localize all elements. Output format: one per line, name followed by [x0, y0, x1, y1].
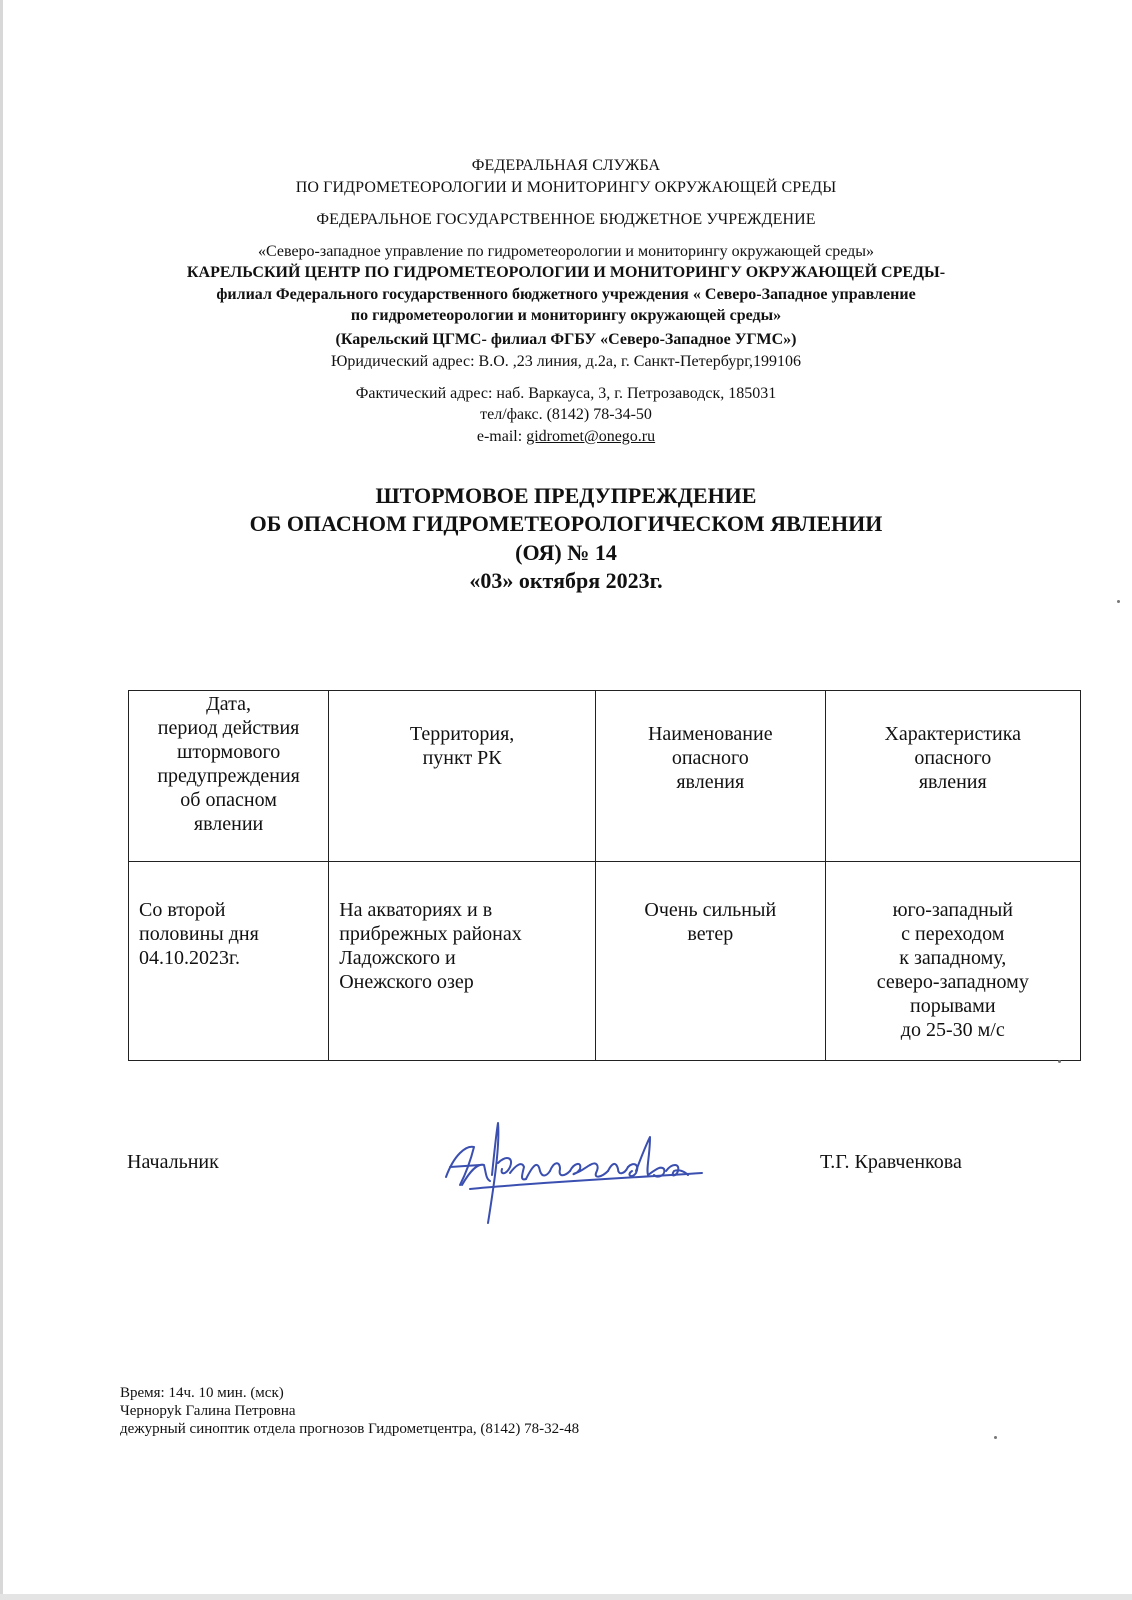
header-text: явления — [676, 771, 745, 793]
signatory-name: Т.Г. Кравченкова — [820, 1151, 962, 1173]
header-branch-line2: по гидрометеорологии и мониторингу окружающей среды» — [350, 307, 782, 324]
header-institution-type: ФЕДЕРАЛЬНОЕ ГОСУДАРСТВЕННОЕ БЮДЖЕТНОЕ УЧРЕЖДЕНИЕ — [316, 211, 816, 228]
cell-phenomenon-characteristic — [825, 862, 1080, 1061]
header-text: штормового — [176, 741, 281, 763]
legal-address: Юридический адрес: В.О. ,23 линия, д.2а, г. Санкт-Петербург,199106 — [330, 353, 802, 370]
email-line — [0, 427, 1132, 446]
cell-text: На акваториях и в — [339, 899, 493, 921]
table-header-row — [129, 691, 1081, 862]
header-center-name: КАРЕЛЬСКИЙ ЦЕНТР ПО ГИДРОМЕТЕОРОЛОГИИ И МОНИТОРИНГУ ОКРУЖАЮЩЕЙ СРЕДЫ- — [186, 264, 946, 281]
cell-text: с переходом — [901, 923, 1005, 945]
header-text: опасного — [914, 747, 992, 769]
cell-phenomenon-name — [596, 862, 826, 1061]
header-text: об опасном — [180, 789, 277, 811]
cell-text: прибрежных районах — [339, 923, 522, 945]
author-name: Черноруk Галина Петровна — [120, 1403, 296, 1419]
header-cell-territory — [329, 691, 596, 862]
header-service-scope: ПО ГИДРОМЕТЕОРОЛОГИИ И МОНИТОРИНГУ ОКРУЖАЮЩЕЙ СРЕДЫ — [295, 179, 837, 196]
header-service-name: ФЕДЕРАЛЬНАЯ СЛУЖБА — [471, 157, 661, 174]
table-row — [129, 862, 1081, 1061]
header-cell-phenomenon-characteristic — [825, 691, 1080, 862]
header-branch-line1: филиал Федерального государственного бюджетного учреждения « Северо-Западное управление — [216, 286, 916, 303]
cell-text: юго-западный — [892, 899, 1013, 921]
header-text: пункт РК — [422, 747, 502, 769]
cell-text: порывами — [909, 995, 996, 1017]
author-position: дежурный синоптик отдела прогнозов Гидрометцентра, (8142) 78-32-48 — [120, 1421, 580, 1437]
warning-table — [128, 690, 1081, 1061]
warning-date: «03» октября 2023г. — [469, 568, 663, 593]
cell-territory — [329, 862, 596, 1061]
cell-text: до 25-30 м/с — [900, 1019, 1005, 1041]
cell-text: северо-западному — [876, 971, 1029, 993]
cell-text: половины дня — [139, 923, 259, 945]
header-text: Характеристика — [884, 723, 1022, 745]
cell-text: ветер — [687, 923, 734, 945]
issue-time: Время: 14ч. 10 мин. (мск) — [120, 1385, 284, 1401]
warning-number: (ОЯ) № 14 — [515, 540, 617, 565]
header-text: Дата, — [206, 693, 252, 715]
scan-speck — [994, 1436, 997, 1439]
email-label: e-mail: — [476, 428, 527, 445]
header-parent-org: «Северо-западное управление по гидрометеорологии и мониторингу окружающей среды» — [258, 243, 874, 260]
header-text: период действия — [157, 717, 300, 739]
email-link[interactable]: gidromet@onego.ru — [526, 428, 656, 445]
header-text: опасного — [671, 747, 749, 769]
header-text: явлении — [193, 813, 264, 835]
scan-speck — [1058, 1060, 1061, 1063]
header-cell-date-period — [129, 691, 329, 862]
cell-text: Ладожского и — [339, 947, 456, 969]
signatory-role: Начальник — [127, 1151, 219, 1173]
header-text: явления — [918, 771, 987, 793]
scan-edge — [0, 1594, 1132, 1600]
document-title: ШТОРМОВОЕ ПРЕДУПРЕЖДЕНИЕ — [375, 483, 757, 508]
document-subtitle: ОБ ОПАСНОМ ГИДРОМЕТЕОРОЛОГИЧЕСКОМ ЯВЛЕНИИ — [249, 511, 883, 536]
cell-text: Онежского озер — [339, 971, 474, 993]
cell-text: Со второй — [139, 899, 226, 921]
header-text: Наименование — [647, 723, 773, 745]
handwritten-signature — [440, 1115, 720, 1245]
header-short-name: (Карельский ЦГМС- филиал ФГБУ «Северо-Западное УГМС») — [335, 331, 797, 348]
cell-text: Очень сильный — [644, 899, 777, 921]
actual-address: Фактический адрес: наб. Варкауса, 3, г. Петрозаводск, 185031 — [355, 385, 777, 402]
scan-edge — [0, 0, 3, 1600]
scan-speck — [1117, 600, 1120, 603]
cell-text: к западному, — [899, 947, 1007, 969]
phone-fax: тел/факс. (8142) 78-34-50 — [480, 406, 652, 423]
header-text: Территория, — [409, 723, 515, 745]
cell-text: 04.10.2023г. — [139, 947, 240, 969]
header-text: предупреждения — [157, 765, 300, 787]
cell-date-period — [129, 862, 329, 1061]
header-cell-phenomenon-name — [596, 691, 826, 862]
